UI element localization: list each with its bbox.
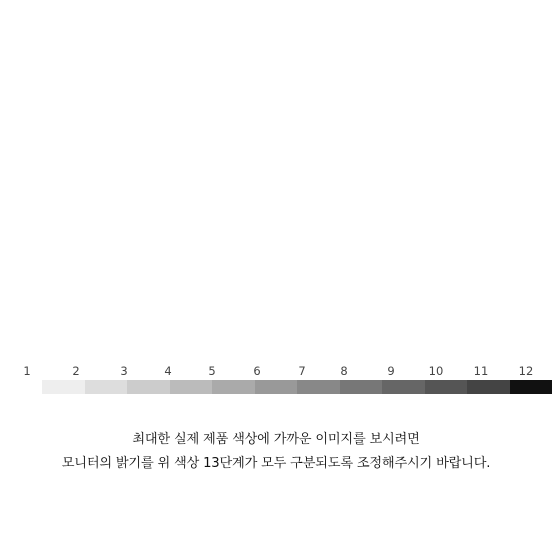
ruler-label: 6 (253, 364, 261, 378)
ruler-label: 4 (164, 364, 172, 378)
grayscale-strip (0, 380, 552, 394)
ruler-label: 7 (298, 364, 306, 378)
ruler-label: 8 (340, 364, 348, 378)
ruler-label: 5 (208, 364, 216, 378)
gray-swatch (85, 380, 127, 394)
gray-swatch (382, 380, 424, 394)
ruler-label: 12 (518, 364, 534, 378)
ruler-label: 3 (120, 364, 128, 378)
gray-swatch (127, 380, 169, 394)
gray-swatch (467, 380, 509, 394)
gray-swatch (510, 380, 552, 394)
caption-line-1: 최대한 실제 제품 색상에 가까운 이미지를 보시려면 (132, 432, 420, 447)
ruler-label: 9 (387, 364, 395, 378)
gray-swatch (170, 380, 212, 394)
gray-swatch (255, 380, 297, 394)
ruler-label: 1 (23, 364, 31, 378)
ruler-label: 10 (428, 364, 444, 378)
gray-swatch (0, 380, 42, 394)
caption-line-2: 모니터의 밝기를 위 색상 13단계가 모두 구분되도록 조정해주시기 바랍니다. (61, 456, 491, 471)
gray-swatch (212, 380, 254, 394)
ruler-label: 2 (72, 364, 80, 378)
brightness-ruler (0, 360, 552, 400)
gray-swatch (297, 380, 339, 394)
gray-swatch (340, 380, 382, 394)
gray-swatch (42, 380, 84, 394)
ruler-label: 11 (473, 364, 489, 378)
gray-swatch (425, 380, 467, 394)
